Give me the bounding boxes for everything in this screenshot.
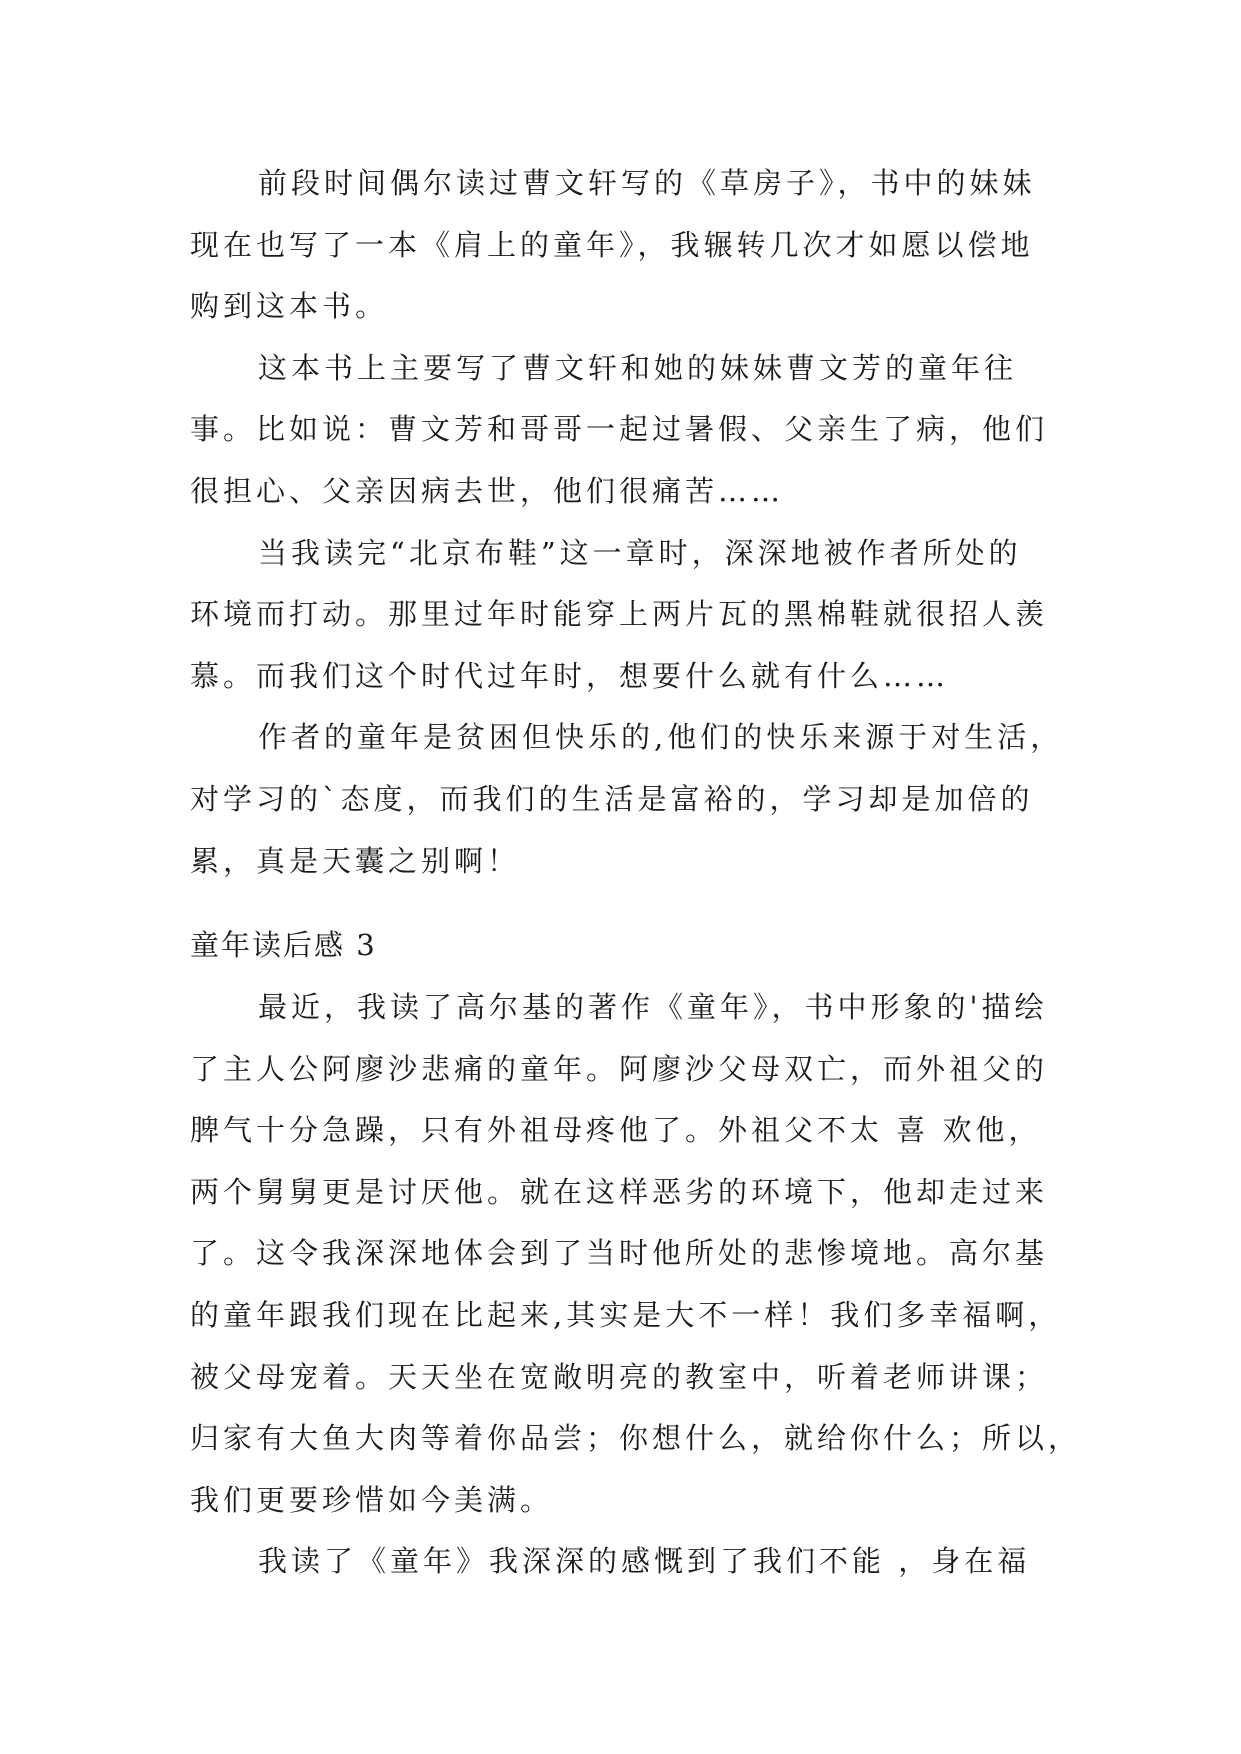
- paragraph: [190, 523, 1056, 708]
- text-line: 事。比如说：曹文芳和哥哥一起过暑假、父亲生了病，他们: [190, 412, 1049, 447]
- text-line: 最近，我读了高尔基的著作《童年》，书中形象的'描绘: [258, 990, 1048, 1024]
- text-line: 了。这令我深深地体会到了当时他所处的悲惨境地。高尔基: [190, 1236, 1049, 1271]
- text-line: 对学习的`态度，而我们的生活是富裕的，学习却是加倍的: [190, 781, 1034, 816]
- paragraph: [190, 153, 1056, 338]
- section-two-body: [190, 977, 1082, 1593]
- text-line: 了主人公阿廖沙悲痛的童年。阿廖沙父母双亡，而外祖父的: [190, 1051, 1049, 1086]
- text-line: 当我读完“北京布鞋”这一章时，深深地被作者所处的: [258, 535, 1022, 570]
- paragraph: [190, 1531, 1056, 1593]
- text-line: 两个舅舅更是讨厌他。就在这样恶劣的环境下，他却走过来: [190, 1174, 1049, 1209]
- section-title: 童年读后感 3: [190, 928, 377, 962]
- text-line: 这本书上主要写了曹文轩和她的妹妹曹文芳的童年往: [258, 350, 1018, 385]
- section-one-body: [190, 153, 1064, 892]
- text-line: 的童年跟我们现在比起来,其实是大不一样！我们多幸福啊，: [190, 1297, 1062, 1332]
- paragraph: [190, 707, 1064, 892]
- text-line: 归家有大鱼大肉等着你品尝；你想什么，就给你什么；所以，: [190, 1421, 1082, 1456]
- text-line: 很担心、父亲因病去世，他们很痛苦……: [190, 473, 785, 508]
- text-line: 作者的童年是贫困但快乐的,他们的快乐来源于对生活，: [258, 720, 1064, 755]
- text-line: 我们更要珍惜如今美满。: [190, 1482, 554, 1517]
- text-line: 前段时间偶尔读过曹文轩写的《草房子》，书中的妹妹: [258, 166, 1036, 200]
- text-line: 脾气十分急躁，只有外祖母疼他了。外祖父不太 喜 欢他，: [190, 1113, 1042, 1148]
- text-line: 环境而打动。那里过年时能穿上两片瓦的黑棉鞋就很招人羡: [190, 597, 1049, 632]
- text-line: 累，真是天囊之别啊！: [190, 843, 521, 878]
- paragraph: [190, 338, 1056, 523]
- paragraph: [190, 977, 1082, 1531]
- text-line: 我读了《童年》我深深的感慨到了我们不能 ，身在福: [258, 1544, 1031, 1579]
- text-line: 慕。而我们这个时代过年时，想要什么就有什么……: [190, 658, 950, 693]
- text-line: 购到这本书。: [190, 289, 389, 324]
- text-line: 被父母宠着。天天坐在宽敞明亮的教室中，听着老师讲课；: [190, 1359, 1049, 1394]
- text-line: 现在也写了一本《肩上的童年》，我辗转几次才如愿以偿地: [190, 227, 1034, 262]
